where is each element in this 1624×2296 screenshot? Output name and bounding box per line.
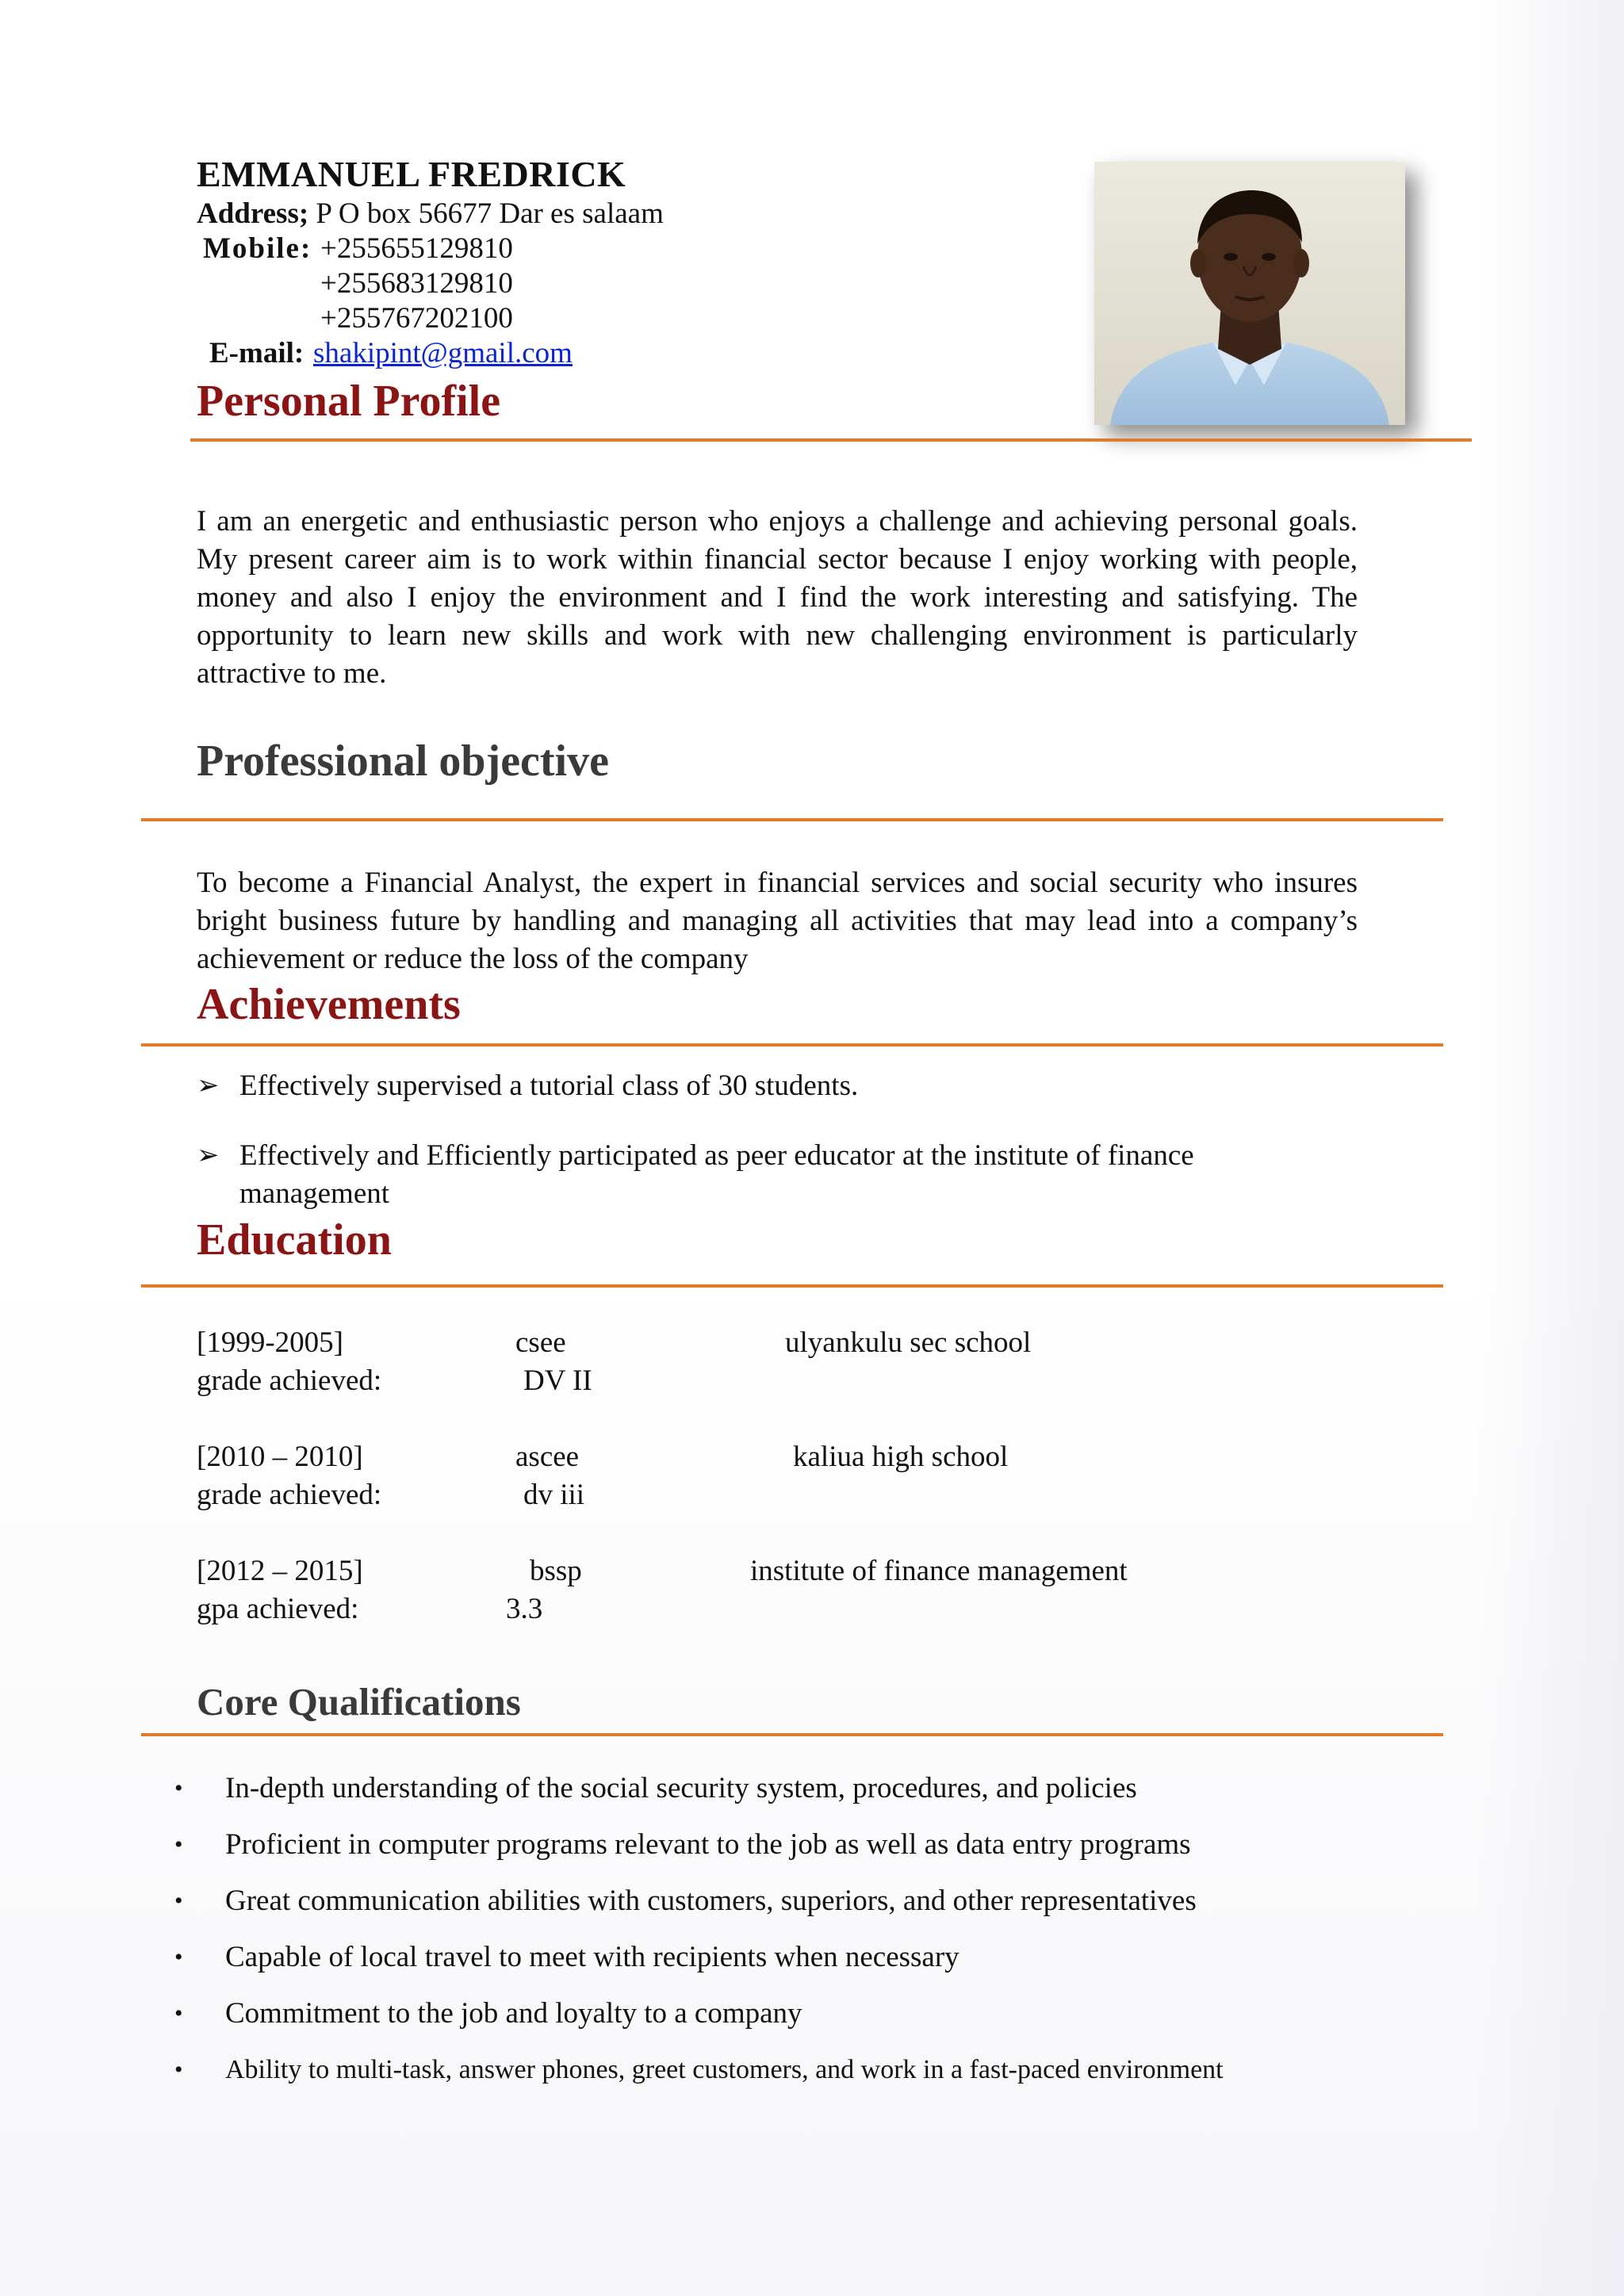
achievement-text: Effectively and Efficiently participated as peer educator at the institute of finance management: [239, 1139, 1194, 1210]
mobile-number: +255683129810: [320, 267, 513, 300]
section-title-education: Education: [197, 1215, 392, 1265]
personal-profile-text: I am an energetic and enthusiastic person who enjoys a challenge and achieving personal goals. My present career aim is to work within financial sector because I enjoy working with people, money and also I enjoy the environment and I find the work interesting and satisfying. The opportunity to learn new skills and work with new challenging environment is particularly attractive to me.: [197, 505, 1358, 690]
grade-label: grade achieved:: [197, 1364, 382, 1397]
grade-label: grade achieved:: [197, 1479, 382, 1511]
grade-label: gpa achieved:: [197, 1593, 359, 1625]
education-level: bssp: [530, 1555, 582, 1587]
mobile-label: Mobile:: [203, 232, 312, 265]
qualification-text: Great communication abilities with customers, superiors, and other representatives: [225, 1885, 1197, 1917]
qualification-item: [174, 1938, 1411, 1976]
section-title-professional-objective: Professional objective: [197, 737, 609, 786]
education-level: csee: [515, 1326, 566, 1359]
address-line: [197, 197, 664, 231]
portrait-illustration: [1094, 162, 1405, 425]
email-label: E-mail:: [209, 337, 304, 369]
qualification-item: [174, 2051, 1411, 2089]
education-school: kaliua high school: [793, 1441, 1009, 1473]
education-school: ulyankulu sec school: [785, 1326, 1032, 1359]
qualification-item: [174, 1770, 1411, 1808]
address-value: P O box 56677 Dar es salaam: [308, 197, 664, 230]
achievement-text: Effectively supervised a tutorial class of 30 students.: [239, 1070, 859, 1102]
achievement-item: [197, 1137, 1323, 1213]
grade-value: dv iii: [523, 1479, 585, 1511]
section-title-core-qualifications: Core Qualifications: [197, 1680, 521, 1724]
bullet-dot-icon: •: [174, 1831, 183, 1858]
qualification-item: [174, 1826, 1411, 1864]
grade-value: 3.3: [506, 1593, 543, 1625]
bullet-dot-icon: •: [174, 2057, 183, 2083]
qualification-text: Proficient in computer programs relevant to the job as well as data entry programs: [225, 1828, 1191, 1861]
education-period: [2010 – 2010]: [197, 1441, 363, 1473]
education-level: ascee: [515, 1441, 580, 1473]
qualification-item: [174, 1882, 1411, 1920]
qualification-text: Commitment to the job and loyalty to a company: [225, 1997, 802, 2030]
grade-value: DV II: [523, 1364, 592, 1397]
mobile-number: +255655129810: [320, 232, 513, 265]
section-divider: [190, 438, 1472, 442]
bullet-dot-icon: •: [174, 1944, 183, 1970]
bullet-dot-icon: •: [174, 1775, 183, 1801]
section-divider: [141, 1733, 1443, 1736]
education-period: [1999-2005]: [197, 1326, 343, 1359]
candidate-name: EMMANUEL FREDRICK: [197, 154, 626, 194]
email-link[interactable]: shakipint@gmail.com: [313, 337, 573, 369]
bullet-dot-icon: •: [174, 2000, 183, 2026]
qualification-item: [174, 1995, 1411, 2033]
qualification-text: In-depth understanding of the social security system, procedures, and policies: [225, 1772, 1137, 1804]
qualification-text: Capable of local travel to meet with recipients when necessary: [225, 1941, 959, 1973]
professional-objective-text: To become a Financial Analyst, the expert in financial services and social security who insures bright business future by handling and managing all activities that may lead into a company’s achievement or reduce the loss of the company: [197, 867, 1358, 975]
qualification-text: Ability to multi-task, answer phones, greet customers, and work in a fast-paced environment: [225, 2055, 1224, 2084]
arrow-bullet-icon: ➢: [197, 1141, 220, 1170]
achievement-item: [197, 1067, 1386, 1105]
mobile-number: +255767202100: [320, 302, 513, 335]
address-label: Address;: [197, 197, 309, 230]
education-school: institute of finance management: [750, 1555, 1128, 1587]
section-divider: [141, 1284, 1443, 1288]
section-divider: [141, 818, 1443, 821]
section-title-achievements: Achievements: [197, 980, 461, 1029]
bullet-dot-icon: •: [174, 1888, 183, 1914]
page-edge-shade: [1475, 0, 1624, 2296]
profile-photo: [1094, 162, 1405, 425]
section-title-personal-profile: Personal Profile: [197, 377, 501, 426]
arrow-bullet-icon: ➢: [197, 1071, 220, 1100]
education-period: [2012 – 2015]: [197, 1555, 363, 1587]
section-divider: [141, 1043, 1443, 1047]
